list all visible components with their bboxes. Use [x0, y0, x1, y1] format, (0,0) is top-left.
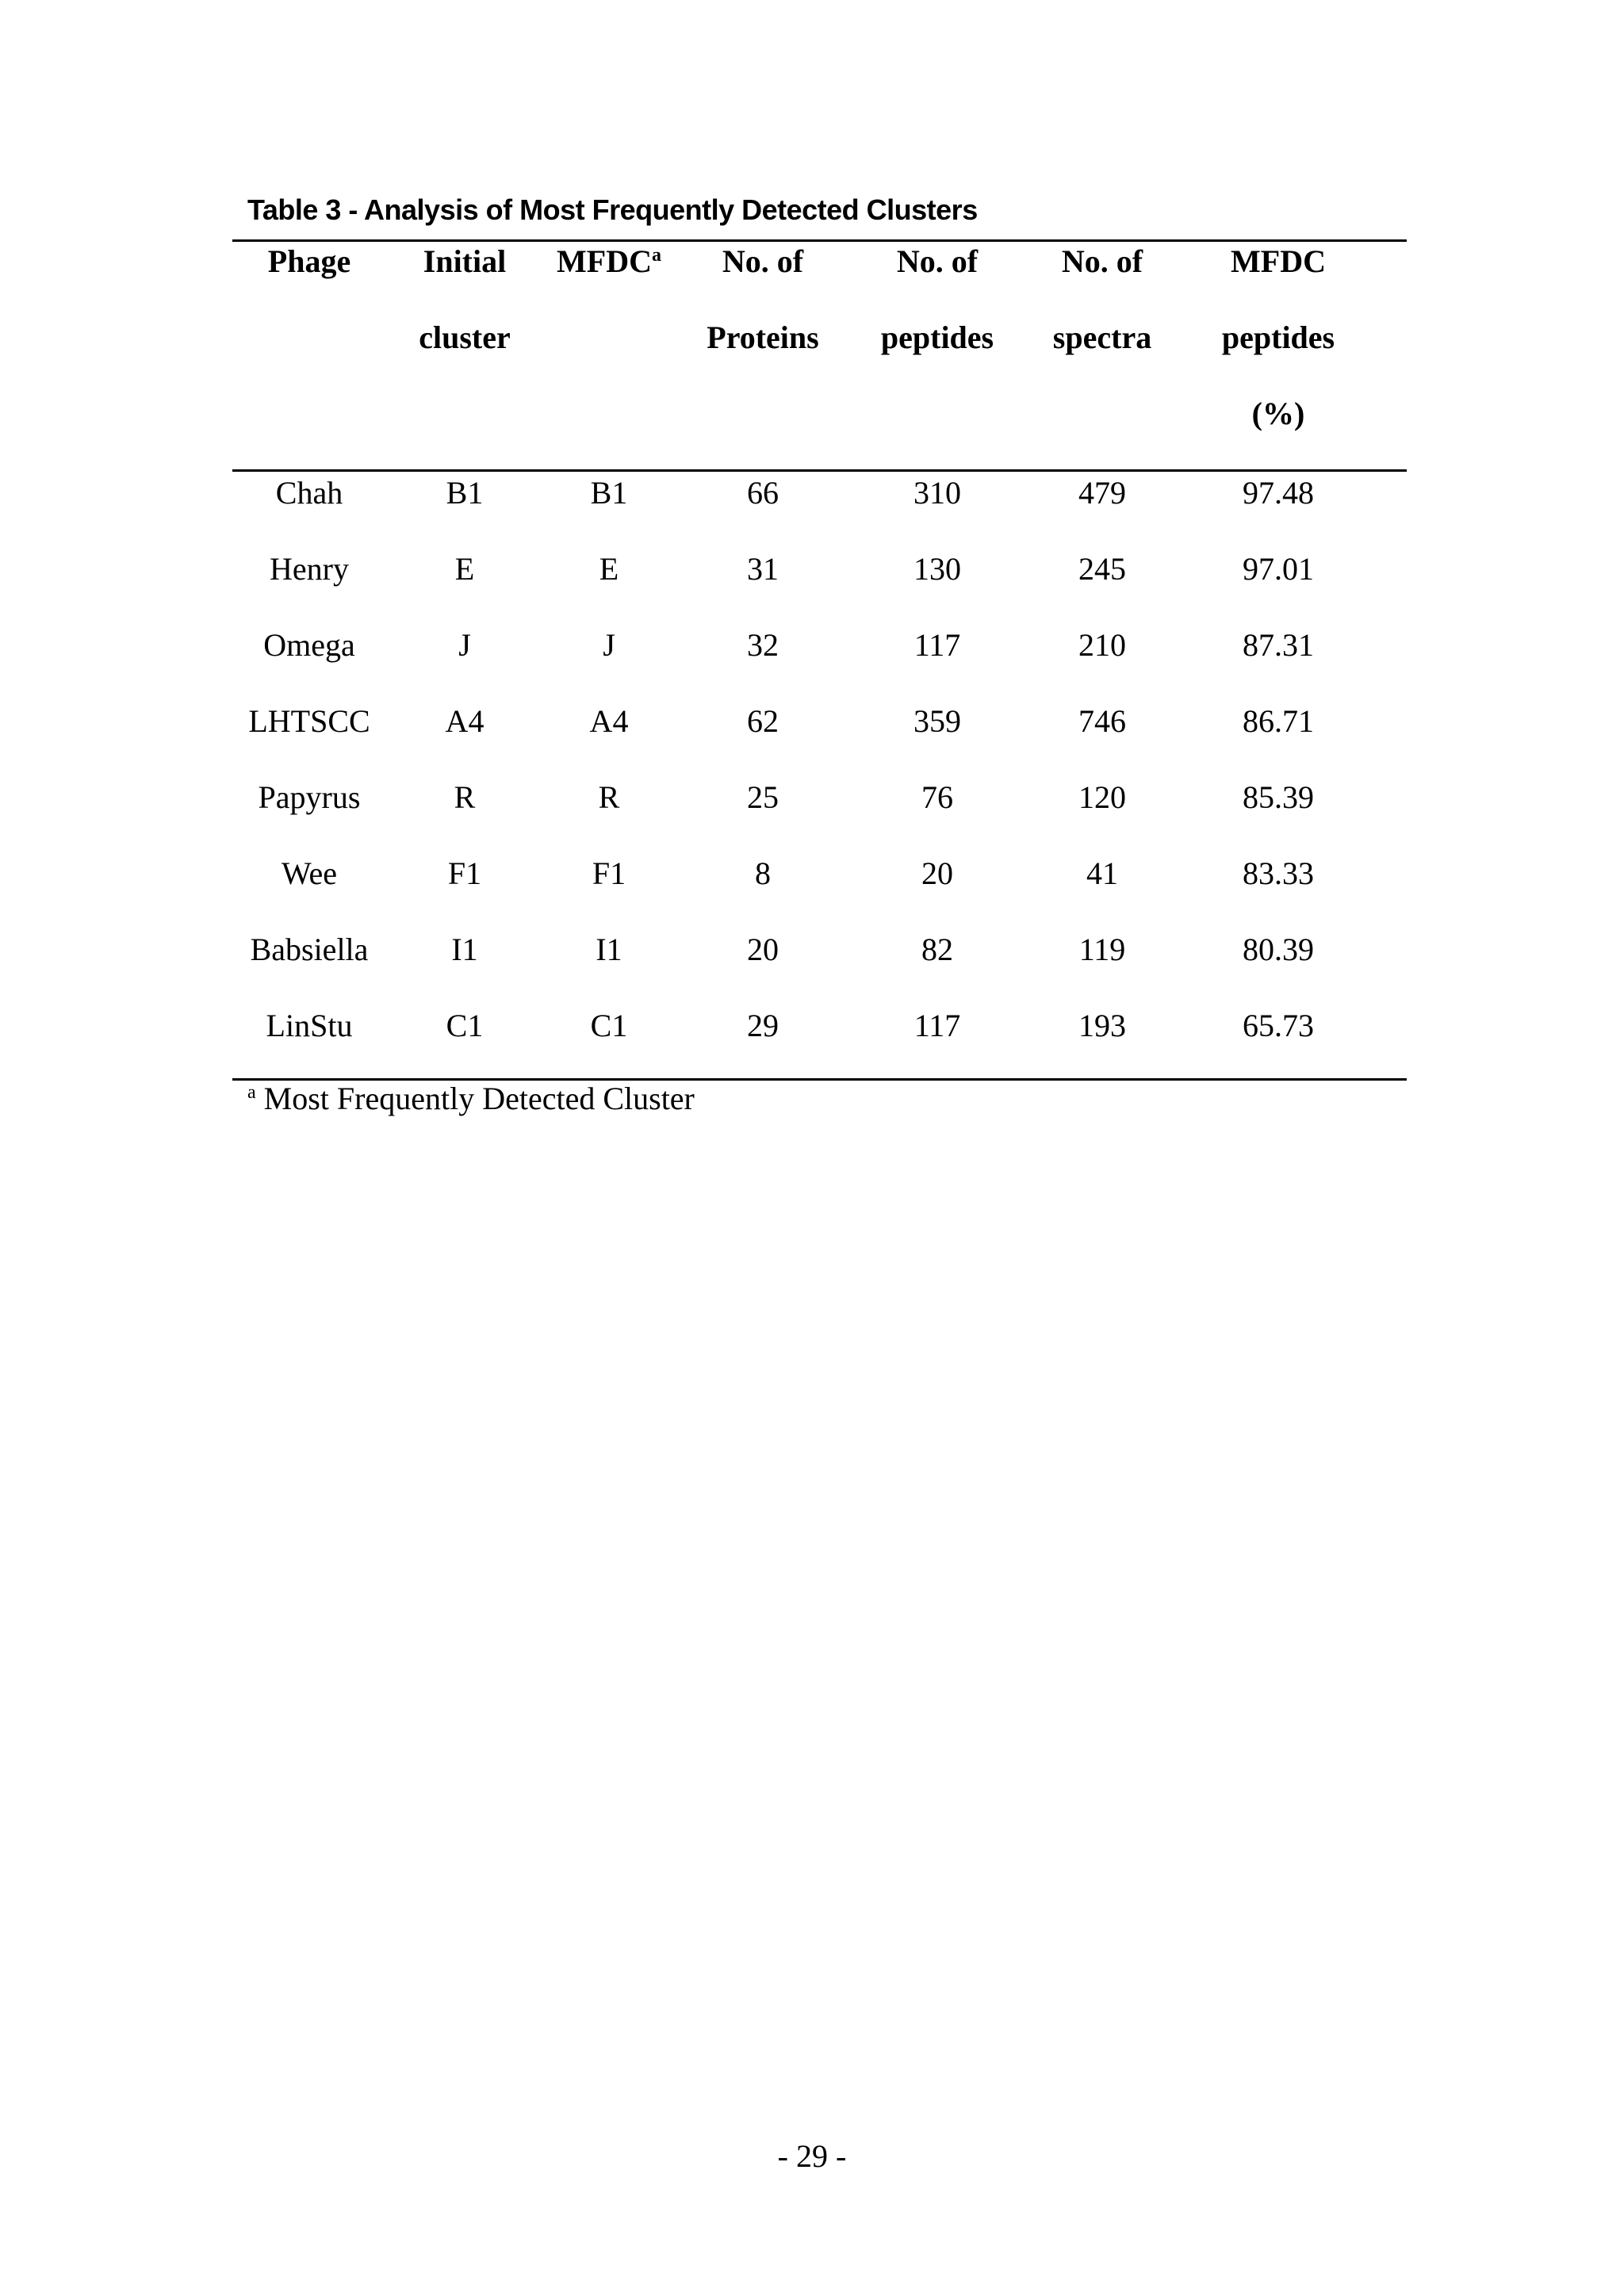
header-phage — [268, 243, 350, 319]
cell-spectra: 41 — [1086, 855, 1118, 891]
cell-initial-cluster: A4 — [445, 703, 485, 739]
footnote-marker: a — [247, 1082, 256, 1103]
cell-mfdc-peptides: 97.01 — [1243, 551, 1314, 587]
page-number: - 29 - — [777, 2138, 847, 2174]
cell-mfdc: C1 — [590, 1008, 628, 1043]
cell-initial-cluster: R — [454, 779, 476, 815]
cell-mfdc: R — [598, 779, 620, 815]
cell-mfdc: A4 — [589, 703, 629, 739]
table-footnote — [247, 1080, 695, 1118]
cell-proteins: 29 — [747, 1008, 779, 1043]
cell-peptides: 20 — [921, 855, 953, 891]
cell-peptides: 82 — [921, 932, 953, 967]
cell-mfdc-peptides: 85.39 — [1243, 779, 1314, 815]
cell-proteins: 66 — [747, 475, 779, 511]
header-line: peptides — [880, 320, 994, 355]
cell-mfdc-peptides: 97.48 — [1243, 475, 1314, 511]
cell-phage: Omega — [263, 627, 355, 663]
header-line: No. of — [1061, 243, 1143, 279]
cell-mfdc: J — [603, 627, 615, 663]
cell-peptides: 130 — [914, 551, 961, 587]
cell-mfdc: B1 — [590, 475, 628, 511]
cell-peptides: 359 — [914, 703, 961, 739]
cell-spectra: 746 — [1078, 703, 1126, 739]
cell-phage: LHTSCC — [248, 703, 370, 739]
cell-peptides: 117 — [914, 627, 961, 663]
cell-spectra: 479 — [1078, 475, 1126, 511]
header-line: Phage — [267, 243, 351, 279]
cell-phage: LinStu — [266, 1008, 353, 1043]
cell-phage: Wee — [281, 855, 338, 891]
header-line: cluster — [419, 320, 511, 355]
cell-peptides: 117 — [914, 1008, 961, 1043]
cell-initial-cluster: J — [458, 627, 471, 663]
header-line: No. of — [896, 243, 979, 279]
cell-proteins: 31 — [747, 551, 779, 587]
cell-initial-cluster: B1 — [446, 475, 484, 511]
cell-peptides: 310 — [914, 475, 961, 511]
header-footnote-marker: a — [651, 245, 661, 266]
cell-proteins: 62 — [747, 703, 779, 739]
cell-phage: Chah — [275, 475, 343, 511]
cell-spectra: 119 — [1078, 932, 1126, 967]
cell-spectra: 210 — [1078, 627, 1126, 663]
header-line: spectra — [1052, 320, 1152, 355]
cell-spectra: 120 — [1078, 779, 1126, 815]
header-mfdc-peptides — [1222, 243, 1335, 471]
cell-proteins: 25 — [747, 779, 779, 815]
table-title: Table 3 - Analysis of Most Frequently Detected Clusters — [247, 193, 978, 226]
cell-proteins: 20 — [747, 932, 779, 967]
header-initial-cluster — [419, 243, 511, 395]
cell-mfdc-peptides: 87.31 — [1243, 627, 1314, 663]
cell-mfdc-peptides: 83.33 — [1243, 855, 1314, 891]
header-peptides — [881, 243, 994, 395]
cell-phage: Papyrus — [258, 779, 361, 815]
header-line: peptides — [1221, 320, 1335, 355]
footnote-text: Most Frequently Detected Cluster — [263, 1081, 695, 1116]
cell-initial-cluster: F1 — [447, 855, 482, 891]
cell-proteins: 32 — [747, 627, 779, 663]
cell-spectra: 245 — [1078, 551, 1126, 587]
cell-initial-cluster: I1 — [451, 932, 478, 967]
cell-proteins: 8 — [755, 855, 771, 891]
header-proteins — [707, 243, 818, 395]
cell-phage: Henry — [270, 551, 349, 587]
cell-peptides: 76 — [921, 779, 953, 815]
header-spectra — [1053, 243, 1151, 395]
table-top-rule — [232, 239, 1407, 242]
header-line: Proteins — [707, 320, 819, 355]
cell-mfdc: F1 — [592, 855, 626, 891]
cell-phage: Babsiella — [250, 932, 369, 967]
header-line: Initial — [423, 243, 507, 279]
cell-initial-cluster: E — [454, 551, 475, 587]
cell-spectra: 193 — [1078, 1008, 1126, 1043]
cell-mfdc-peptides: 86.71 — [1243, 703, 1314, 739]
header-line: No. of — [722, 243, 804, 279]
header-line: MFDC — [1231, 243, 1326, 279]
cell-mfdc: E — [599, 551, 619, 587]
header-line: (%) — [1251, 396, 1305, 431]
cell-initial-cluster: C1 — [446, 1008, 484, 1043]
cell-mfdc-peptides: 80.39 — [1243, 932, 1314, 967]
header-mfdc — [557, 243, 661, 319]
cell-mfdc: I1 — [596, 932, 622, 967]
cell-mfdc-peptides: 65.73 — [1243, 1008, 1314, 1043]
header-line: MFDC$^a$ — [557, 243, 661, 279]
